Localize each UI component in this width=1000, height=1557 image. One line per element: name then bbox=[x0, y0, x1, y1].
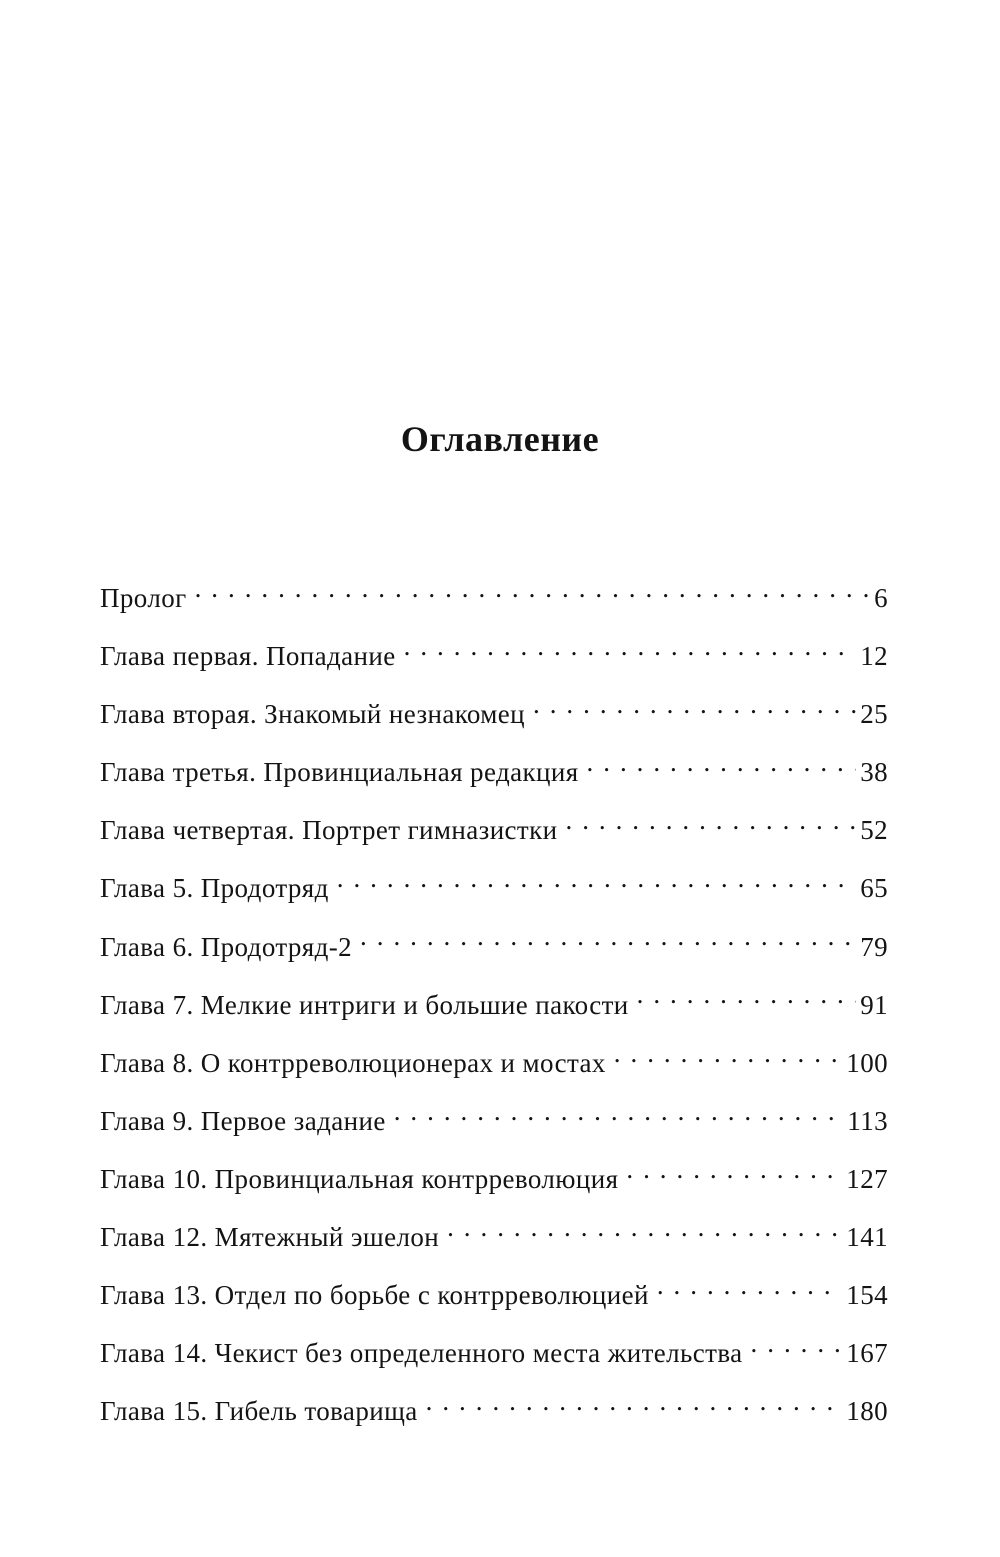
toc-entry bbox=[100, 1161, 888, 1219]
toc-entry-label: Глава 8. О контрреволюционерах и мостах bbox=[100, 1047, 606, 1078]
toc-entry-label: Глава четвертая. Портрет гимназистки bbox=[100, 815, 558, 846]
toc-entry-page: 79 bbox=[860, 931, 888, 962]
toc-entry bbox=[100, 1393, 888, 1451]
toc-entry-label: Глава вторая. Знакомый незнакомец bbox=[100, 699, 526, 730]
toc-entry-label: Глава 15. Гибель товарища bbox=[100, 1396, 418, 1427]
toc-entry-page: 141 bbox=[846, 1222, 888, 1253]
dot-leader bbox=[426, 1393, 843, 1420]
toc-entry-page: 100 bbox=[846, 1047, 888, 1078]
dot-leader bbox=[404, 638, 857, 665]
toc-entry-page: 25 bbox=[860, 699, 888, 730]
toc-entry-label: Глава 10. Провинциальная контрреволюция bbox=[100, 1163, 619, 1194]
toc-entry-page: 6 bbox=[874, 583, 888, 613]
toc-entry-label: Глава 14. Чекист без определенного места жительства bbox=[100, 1338, 743, 1369]
dot-leader bbox=[195, 580, 871, 607]
dot-leader bbox=[447, 1219, 842, 1246]
dot-leader bbox=[587, 754, 857, 781]
toc-entry bbox=[100, 1045, 888, 1103]
toc-entry-label: Глава 6. Продотряд-2 bbox=[100, 931, 353, 962]
dot-leader bbox=[637, 987, 857, 1014]
toc-entry-page: 65 bbox=[860, 873, 888, 904]
toc-entry bbox=[100, 754, 888, 812]
dot-leader bbox=[626, 1161, 842, 1188]
dot-leader bbox=[657, 1277, 842, 1304]
toc-entry-label: Глава 7. Мелкие интриги и большие пакости bbox=[100, 989, 629, 1020]
toc-entry bbox=[100, 1335, 888, 1393]
toc-entry-page: 167 bbox=[846, 1338, 888, 1369]
toc-entry-label: Пролог bbox=[100, 583, 187, 613]
toc-entry-page: 113 bbox=[847, 1105, 888, 1136]
dot-leader bbox=[337, 870, 856, 897]
dot-leader bbox=[360, 929, 856, 956]
toc-entry-page: 180 bbox=[846, 1396, 888, 1427]
toc-entry-page: 12 bbox=[860, 641, 888, 672]
toc-entry bbox=[100, 1219, 888, 1277]
table-of-contents bbox=[100, 580, 888, 1451]
dot-leader bbox=[751, 1335, 843, 1362]
dot-leader bbox=[394, 1103, 844, 1130]
toc-entry-page: 154 bbox=[846, 1280, 888, 1311]
toc-entry-label: Глава 9. Первое задание bbox=[100, 1105, 386, 1136]
toc-entry-label: Глава третья. Провинциальная редакция bbox=[100, 757, 579, 788]
toc-entry bbox=[100, 987, 888, 1045]
toc-entry bbox=[100, 696, 888, 754]
toc-entry-page: 38 bbox=[860, 757, 888, 788]
dot-leader bbox=[566, 812, 857, 839]
dot-leader bbox=[533, 696, 856, 723]
toc-entry-page: 52 bbox=[860, 815, 888, 846]
toc-entry-label: Глава 5. Продотряд bbox=[100, 873, 329, 904]
toc-entry bbox=[100, 580, 888, 638]
toc-entry-label: Глава первая. Попадание bbox=[100, 641, 396, 672]
toc-entry-page: 91 bbox=[860, 989, 888, 1020]
toc-entry bbox=[100, 870, 888, 928]
toc-entry bbox=[100, 929, 888, 987]
toc-entry bbox=[100, 638, 888, 696]
toc-entry-label: Глава 12. Мятежный эшелон bbox=[100, 1222, 440, 1253]
toc-entry bbox=[100, 1277, 888, 1335]
toc-entry-page: 127 bbox=[846, 1163, 888, 1194]
dot-leader bbox=[614, 1045, 843, 1072]
page-title: Оглавление bbox=[400, 419, 600, 459]
toc-entry bbox=[100, 1103, 888, 1161]
toc-entry-label: Глава 13. Отдел по борьбе с контрреволюцией bbox=[100, 1280, 649, 1311]
toc-entry bbox=[100, 812, 888, 870]
